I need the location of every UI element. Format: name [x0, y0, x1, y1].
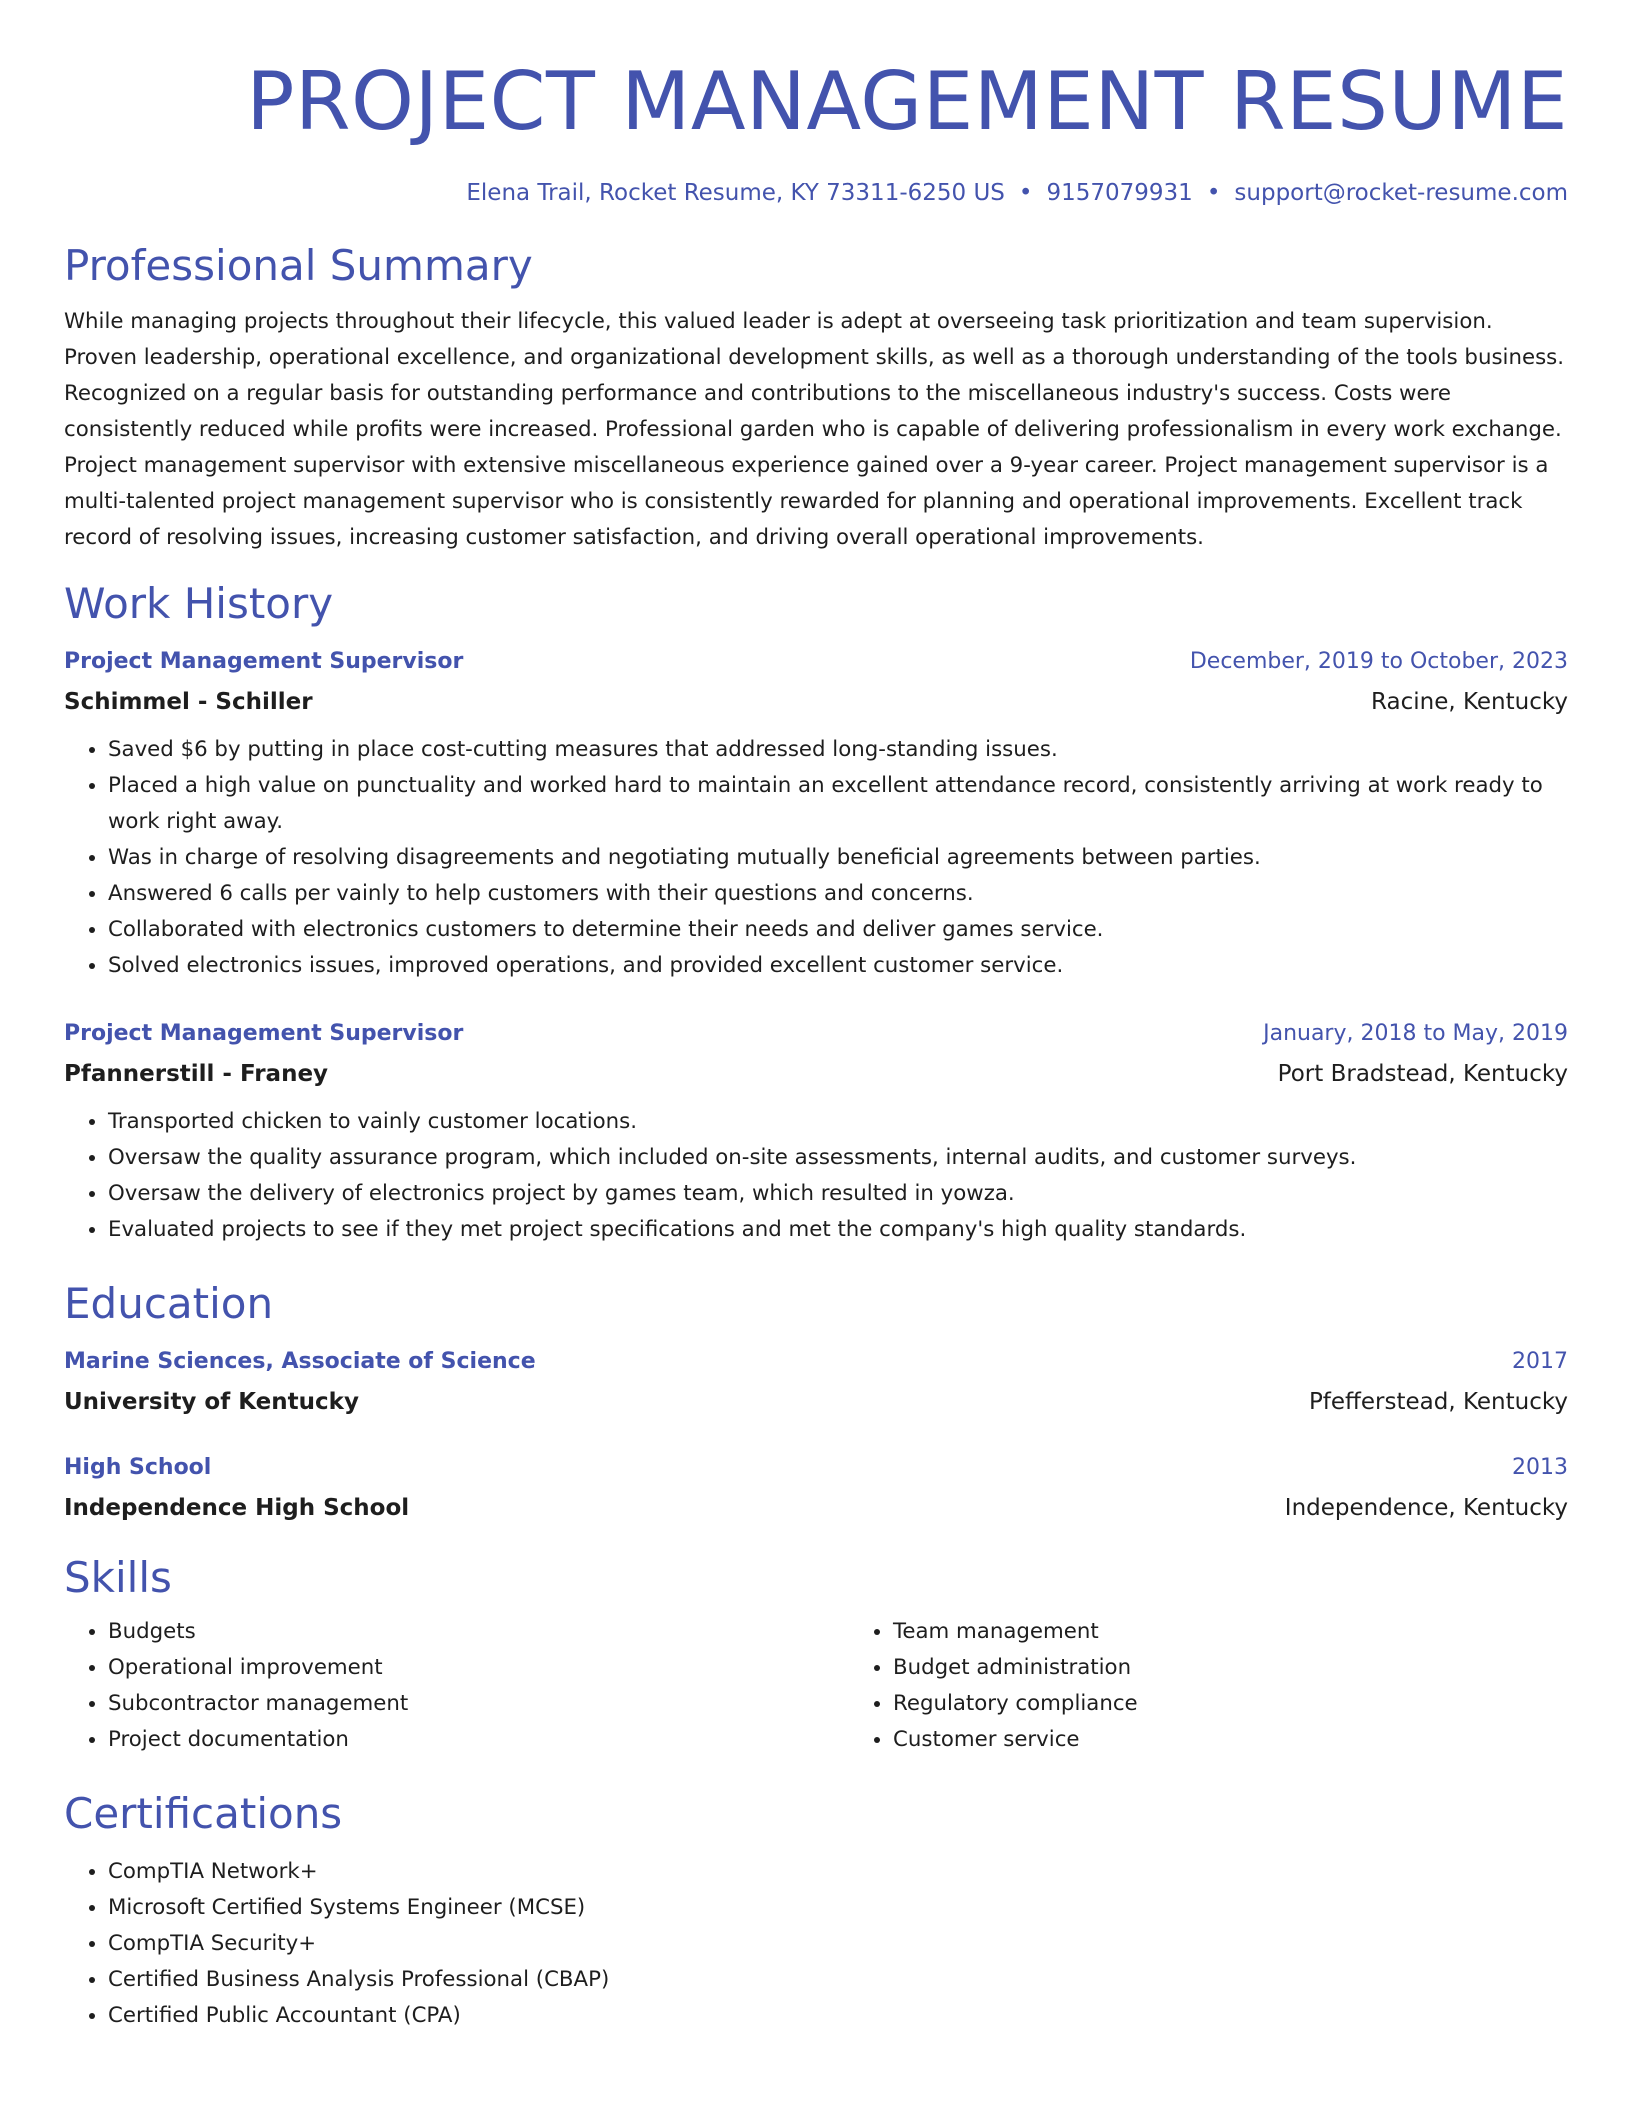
- skill-item: • Budgets: [108, 1614, 849, 1650]
- skills-grid: [64, 1614, 1568, 1758]
- certifications-section: [64, 1788, 1568, 2034]
- contact-line: [64, 178, 1568, 208]
- work-history-heading: Work History: [64, 579, 334, 628]
- skills-heading: Skills: [64, 1553, 172, 1602]
- job-company-row: [64, 1058, 1568, 1090]
- contact-phone: 9157079931: [1046, 180, 1193, 206]
- job-bullet: • Oversaw the quality assurance program, which included on-site assessments, internal audits, and customer surveys.: [108, 1140, 1568, 1176]
- work-history-section: [64, 578, 1568, 1248]
- summary-text: While managing projects throughout their lifecycle, this valued leader is adept at overseeing task prioritization and team supervision. Proven leadership, operational excellence, and organizational development skills, as well as a thorough understanding of the tools business. Recognized on a regular basis for outstanding performance and contributions to the miscellaneous industry's success. Costs were consistently reduced while profits were increased. Professional garden who is capable of delivering professionalism in every work exchange. Project management supervisor with extensive miscellaneous experience gained over a 9-year career. Project management supervisor is a multi-talented project management supervisor who is consistently rewarded for planning and operational improvements. Excellent track record of resolving issues, increasing customer satisfaction, and driving overall operational improvements.: [64, 309, 1565, 550]
- skill-item: • Operational improvement: [108, 1650, 849, 1686]
- job-title: Project Management Supervisor: [64, 1021, 464, 1046]
- summary-heading: Professional Summary: [64, 241, 533, 290]
- contact-email[interactable]: support@rocket-resume.com: [1234, 180, 1568, 206]
- summary-section: [64, 240, 1568, 556]
- certification-item: • Certified Public Accountant (CPA): [108, 1998, 1568, 2034]
- education-section: [64, 1278, 1568, 1524]
- job-company: Schimmel - Schiller: [64, 689, 313, 715]
- job-bullet: • Placed a high value on punctuality and worked hard to maintain an excellent attendance record, consistently arriving at work ready to work right away.: [108, 768, 1568, 840]
- education-entry: [64, 1346, 1568, 1418]
- job-title-row: [64, 1018, 1568, 1050]
- education-location: Pfefferstead, Kentucky: [1308, 1389, 1568, 1415]
- job-bullet: • Oversaw the delivery of electronics project by games team, which resulted in yowza.: [108, 1176, 1568, 1212]
- education-school: Independence High School: [64, 1495, 410, 1521]
- job-bullet: • Was in charge of resolving disagreements and negotiating mutually beneficial agreements between parties.: [108, 840, 1568, 876]
- job-bullet: • Collaborated with electronics customers to determine their needs and deliver games service.: [108, 912, 1568, 948]
- skill-item: • Customer service: [893, 1722, 1138, 1758]
- education-entry: [64, 1452, 1568, 1524]
- job-title: Project Management Supervisor: [64, 649, 464, 674]
- certification-item: • CompTIA Security+: [108, 1926, 1568, 1962]
- education-year: 2013: [1512, 1455, 1568, 1480]
- job-dates: January, 2018 to May, 2019: [1263, 1021, 1568, 1046]
- certification-item: • CompTIA Network+: [108, 1854, 1568, 1890]
- education-degree-row: [64, 1452, 1568, 1484]
- skill-item: • Project documentation: [108, 1722, 849, 1758]
- job-entry: [64, 1018, 1568, 1248]
- education-year: 2017: [1512, 1349, 1568, 1374]
- job-company-row: [64, 686, 1568, 718]
- education-heading: Education: [64, 1279, 274, 1328]
- contact-address: Elena Trail, Rocket Resume, KY 73311-6250 US: [466, 180, 1005, 206]
- skill-item: • Regulatory compliance: [893, 1686, 1138, 1722]
- job-dates: December, 2019 to October, 2023: [1189, 649, 1568, 674]
- education-degree: High School: [64, 1455, 212, 1480]
- job-bullet: • Transported chicken to vainly customer locations.: [108, 1104, 1568, 1140]
- certifications-list: [64, 1854, 1568, 2034]
- resume-title: PROJECT MANAGEMENT RESUME: [246, 55, 1568, 148]
- certification-item: • Microsoft Certified Systems Engineer (MCSE): [108, 1890, 1568, 1926]
- skill-item: • Team management: [893, 1614, 1138, 1650]
- job-bullet: • Answered 6 calls per vainly to help customers with their questions and concerns.: [108, 876, 1568, 912]
- certification-item: • Certified Business Analysis Professional (CBAP): [108, 1962, 1568, 1998]
- job-location: Racine, Kentucky: [1371, 689, 1568, 715]
- skills-list-right: [849, 1614, 1138, 1758]
- education-school: University of Kentucky: [64, 1389, 359, 1415]
- skill-item: • Subcontractor management: [108, 1686, 849, 1722]
- job-bullet: • Saved $6 by putting in place cost-cutting measures that addressed long-standing issues.: [108, 732, 1568, 768]
- education-school-row: [64, 1492, 1568, 1524]
- certifications-heading: Certifications: [64, 1789, 343, 1838]
- job-bullets: [64, 1104, 1568, 1248]
- education-location: Independence, Kentucky: [1284, 1495, 1568, 1521]
- skills-section: [64, 1552, 1568, 1758]
- contact-separator: •: [1018, 180, 1033, 206]
- job-company: Pfannerstill - Franey: [64, 1061, 329, 1087]
- education-degree-row: [64, 1346, 1568, 1378]
- job-bullet: • Evaluated projects to see if they met project specifications and met the company's high quality standards.: [108, 1212, 1568, 1248]
- job-entry: [64, 646, 1568, 984]
- skill-item: • Budget administration: [893, 1650, 1138, 1686]
- contact-separator: •: [1206, 180, 1221, 206]
- skills-list-left: [64, 1614, 849, 1758]
- education-degree: Marine Sciences, Associate of Science: [64, 1349, 536, 1374]
- education-school-row: [64, 1386, 1568, 1418]
- job-location: Port Bradstead, Kentucky: [1277, 1061, 1568, 1087]
- job-title-row: [64, 646, 1568, 678]
- job-bullet: • Solved electronics issues, improved operations, and provided excellent customer service.: [108, 948, 1568, 984]
- job-bullets: [64, 732, 1568, 984]
